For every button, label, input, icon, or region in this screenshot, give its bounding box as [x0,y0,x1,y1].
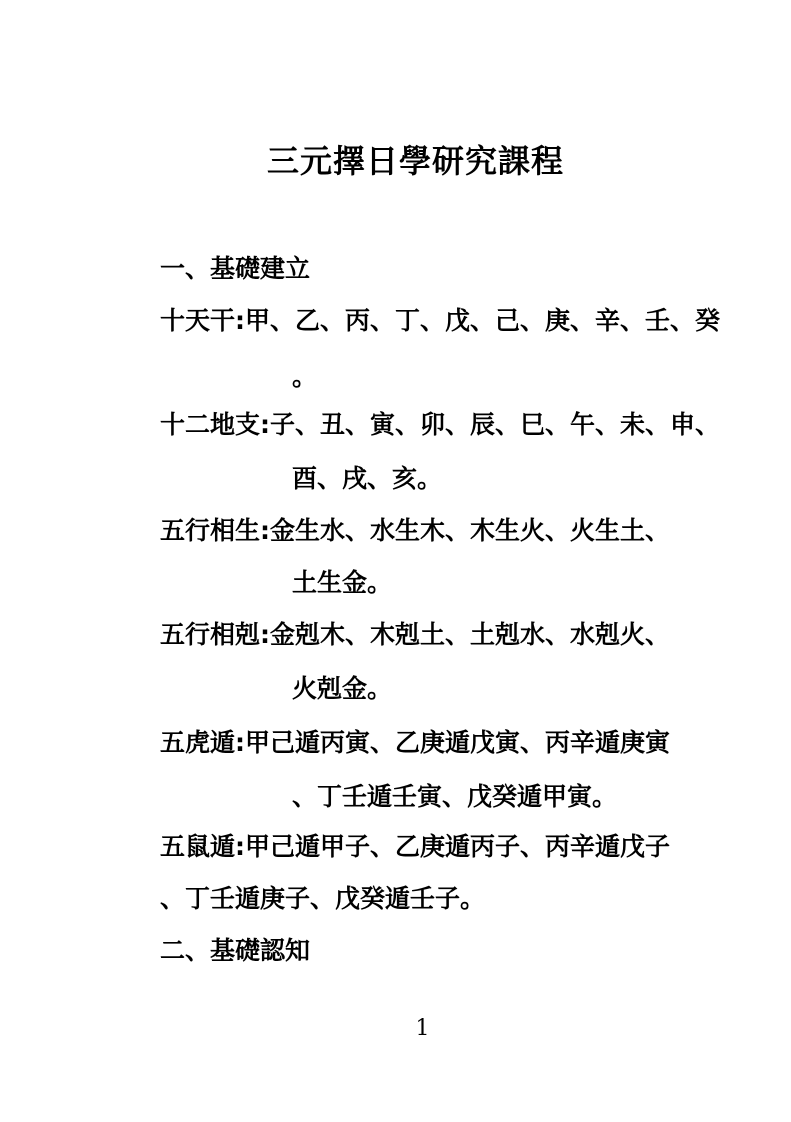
earthly-branches-continuation: 酉、戌、亥。 [292,464,443,493]
document-title: 三元擇日學研究課程 [266,142,564,180]
earthly-branches-line: 十二地支:子、丑、寅、卯、辰、巳、午、未、申、 [160,410,720,439]
page-number: 1 [415,1016,430,1041]
five-rats-line: 五鼠遁:甲己遁甲子、乙庚遁丙子、丙辛遁戊子 [160,832,670,861]
section-heading-cognition: 二、基礎認知 [160,936,311,965]
heavenly-stems-line: 十天干:甲、乙、丙、丁、戊、己、庚、辛、壬、癸 [160,306,720,335]
five-tigers-continuation: 、丁壬遁壬寅、戊癸遁甲寅。 [292,782,618,811]
five-elements-generating-continuation: 土生金。 [292,568,393,597]
five-elements-overcoming-continuation: 火剋金。 [292,674,393,703]
five-elements-generating-line: 五行相生:金生水、水生木、木生火、火生土、 [160,516,670,545]
five-elements-overcoming-line: 五行相剋:金剋木、木剋土、土剋水、水剋火、 [160,620,670,649]
five-rats-continuation: 、丁壬遁庚子、戊癸遁壬子。 [160,884,486,913]
section-heading-basics: 一、基礎建立 [160,254,311,283]
heavenly-stems-continuation: 。 [292,362,318,391]
five-tigers-line: 五虎遁:甲己遁丙寅、乙庚遁戊寅、丙辛遁庚寅 [160,728,670,757]
